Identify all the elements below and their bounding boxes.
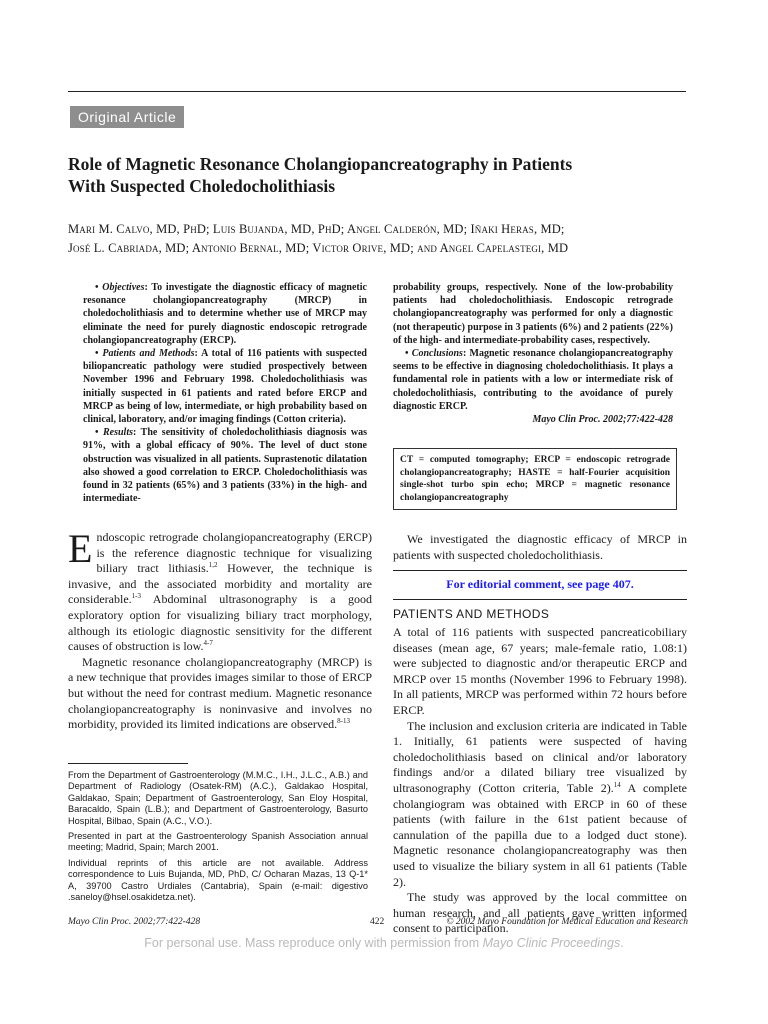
page-footer — [68, 917, 688, 931]
affiliation-presented: Presented in part at the Gastroenterology Spanish Association annual meeting; Madrid, Spain; March 2001. — [68, 831, 368, 853]
methods-p2-text-a: The inclusion and exclusion criteria are indicated in Table 1. Initially, 61 patients were suspected of having choledocholithiasis based on clinical and/or laboratory findings and/or a dilated biliary tree visualized by ultrasonography (Cotton criteria, Table 2). — [393, 718, 687, 795]
conclusions-text: : Magnetic resonance cholangiopancreatography seems to be effective in diagnosing choledocholithiasis. It plays a fundamental role in patients with a low or intermediate risk of choledocholithiasis, contributing to the avoidance of purely diagnostic ERCP. — [393, 348, 673, 412]
author-list — [68, 220, 688, 258]
intro-p2-text: Magnetic resonance cholangiopancreatography (MRCP) is a new technique that provides images similar to those of ERCP but without the need for contrast medium. Magnetic resonance cholangiopancreatography is noninvasive and involves no morbidity, provided its limited indications are observed. — [68, 654, 372, 732]
watermark-prefix: For personal use. Mass reproduce only with permission from — [144, 936, 483, 950]
abstract-right-column — [393, 281, 673, 426]
abbreviations-box: CT = computed tomography; ERCP = endoscopic retrograde cholangiopancreatography; HASTE = half-Fourier acquisition single-shot turbo spin echo; MRCP = magnetic resonance cholangiopancreatography — [393, 448, 677, 510]
right-paragraph-1: We investigated the diagnostic efficacy of MRCP in patients with suspected choledocholithiasis. — [393, 532, 687, 562]
footer-copyright: © 2002 Mayo Foundation for Medical Education and Research — [446, 917, 688, 927]
intro-text-b: However, the technique is invasive, and the associated morbidity and mortality are considerable. — [68, 561, 373, 607]
results-text: : The sensitivity of choledocholithiasis diagnosis was 91%, with a global efficacy of 90%. The level of duct stone obstruction was visualized in all patients. Suprastenotic dilatation also showed a good correlation to ERCP. Choledocholithiasis was found in 32 patients (65%) and 3 patients (33%) in the high- and intermediate- — [83, 427, 367, 505]
methods-text: : A total of 116 patients with suspected biliopancreatic pathology were studied prospectively between November 1996 and February 1998. Choledocholithiasis was initially suspected in 61 patients and rated before ERCP and MRCP as being of low, intermediate, or high probability based on clinical, laboratory, and/or imaging findings (Cotton criteria). — [83, 348, 367, 426]
watermark-journal: Mayo Clinic Proceedings — [482, 936, 621, 950]
intro-text-c: Abdominal ultrasonography is a good exploratory option for visualizing biliary tract morphology, although its etiologic diagnostic sensitivity for the different causes of obstruction is low. — [68, 592, 372, 654]
affiliation-departments: From the Department of Gastroenterology (M.M.C., I.H., J.L.C., A.B.) and Department of Radiology (Osatek-RM) (A.C.), Galdakao Hospital, Galdakao, Spain; Department of Gastroenterology, San Eloy Hospital, Baracaldo, Spain (L.B.); and Department of Gastroenterology, Basurto Hospital, Bilbao, Spain (A.C., V.O.). — [68, 770, 368, 826]
editorial-rule-top — [393, 570, 687, 571]
results-label: Results — [103, 427, 134, 439]
page-number: 422 — [370, 917, 385, 927]
objectives-text: : To investigate the diagnostic efficacy of magnetic resonance cholangiopancreatography (MRCP) in choledocholithiasis and to determine whether use of MRCP may eliminate the need for purely diagnostic endoscopic retrograde cholangiopancreatography (ERCP). — [83, 282, 367, 346]
footer-citation: Mayo Clin Proc. 2002;77:422-428 — [68, 917, 201, 927]
article-title — [68, 153, 688, 197]
intro-paragraph-1 — [68, 526, 373, 655]
methods-paragraph-1: A total of 116 patients with suspected pancreaticobiliary diseases (mean age, 67 years; male-female ratio, 1.08:1) were subjected to diagnostic and/or therapeutic ERCP and MRCP over 15 months (November 1996 to February 1998). In all patients, MRCP was performed within 72 hours before ERCP. — [393, 625, 687, 717]
affiliations-block — [68, 770, 368, 907]
intro-text-a: ndoscopic retrograde cholangiopancreatography (ERCP) is the reference diagnostic technique for visualizing biliary tract lithiasis. — [96, 530, 372, 576]
title-line-2: With Suspected Choledocholithiasis — [68, 176, 336, 196]
citation-ref: . 2002;77:422-428 — [598, 414, 673, 426]
ref-superscript: 8-13 — [337, 717, 351, 726]
ref-superscript: 1-3 — [131, 592, 141, 601]
body-left-column — [68, 526, 373, 733]
watermark-suffix: . — [620, 936, 624, 950]
objectives-label: Objectives — [102, 282, 145, 293]
abstract-methods: • Patients and Methods: A total of 116 patients with suspected biliopancreatic pathology were studied prospectively between November 1996 and February 1998. Choledocholithiasis was initially suspected in 61 patients and rated before ERCP and MRCP as being of low, intermediate, or high probability based on clinical, laboratory, and/or imaging findings (Cotton criteria). — [83, 348, 367, 426]
ref-superscript: 1,2 — [208, 561, 218, 570]
section-tag: Original Article — [70, 106, 184, 128]
authors-line-1: Mari M. Calvo, MD, PhD; Luis Bujanda, MD, PhD; Angel Calderón, MD; Iñaki Heras, MD; — [68, 222, 565, 236]
abstract-conclusions: • Conclusions: Magnetic resonance cholangiopancreatography seems to be effective in diagnosing choledocholithiasis. It plays a fundamental role in patients with a low or intermediate risk of choledocholithiasis, contributing to the avoidance of purely diagnostic ERCP. — [393, 348, 673, 412]
methods-paragraph-2 — [393, 719, 687, 891]
drop-cap: E — [68, 526, 93, 571]
ref-superscript: 4-7 — [203, 639, 213, 648]
citation-journal: Mayo Clin Proc — [532, 414, 598, 426]
methods-p2-text-b: A complete cholangiogram was obtained with ERCP in 60 of these patients (with failure in the 61st patient because of cannulation of the papilla due to a lodged duct stone). Magnetic resonance cholangiopancreatography was then used to visualize the biliary system in all 61 patients (Table 2). — [393, 780, 687, 889]
editorial-comment-link[interactable]: For editorial comment, see page 407. — [446, 577, 634, 591]
body-right-intro — [393, 532, 687, 563]
methods-paragraph-3: The study was approved by the local committee on human research, and all patients gave written informed consent to participation. — [393, 890, 687, 936]
intro-paragraph-2 — [68, 655, 372, 733]
abstract-results-continued: probability groups, respectively. None of the low-probability patients had choledocholithiasis. Endoscopic retrograde cholangiopancreatography was performed for only a diagnostic (not therapeutic) purpose in 3 patients (6%) and 2 patients (22%) of the high- and intermediate-probability cases, respectively. — [393, 282, 673, 346]
top-rule — [68, 91, 686, 92]
abstract-objectives: • Objectives: To investigate the diagnostic efficacy of magnetic resonance cholangiopancreatography (MRCP) in choledocholithiasis and to determine whether use of MRCP may eliminate the need for purely diagnostic endoscopic retrograde cholangiopancreatography (ERCP). — [83, 282, 367, 346]
title-line-1: Role of Magnetic Resonance Cholangiopancreatography in Patients — [68, 154, 573, 174]
editorial-rule-bottom — [393, 599, 687, 600]
authors-line-2: José L. Cabriada, MD; Antonio Bernal, MD; Victor Orive, MD; and Angel Capelastegi, MD — [68, 241, 569, 255]
affiliation-rule — [68, 763, 188, 764]
permission-watermark — [0, 936, 768, 950]
methods-label: Patients and Methods — [102, 348, 195, 360]
ref-superscript: 14 — [613, 780, 621, 789]
section-heading-methods: PATIENTS AND METHODS — [393, 607, 550, 621]
affiliation-correspondence: Individual reprints of this article are not available. Address correspondence to Luis Bujanda, MD, PhD, C/ Ocharan Mazas, 13 Q-1* A, 39700 Castro Urdiales (Cantabria), Spain (e-mail: digestivo .saneloy@hsel.osakidetza.net). — [68, 857, 368, 903]
abstract-results: • Results: The sensitivity of choledocholithiasis diagnosis was 91%, with a global efficacy of 90%. The level of duct stone obstruction was visualized in all patients. Suprastenotic dilatation also showed a good correlation to ERCP. Choledocholithiasis was found in 32 patients (65%) and 3 patients (33%) in the high- and intermediate- — [83, 427, 367, 505]
conclusions-label: Conclusions — [411, 348, 463, 360]
abstract-left-column — [83, 281, 367, 505]
methods-text-block — [393, 625, 687, 937]
abstract-citation — [393, 413, 673, 426]
